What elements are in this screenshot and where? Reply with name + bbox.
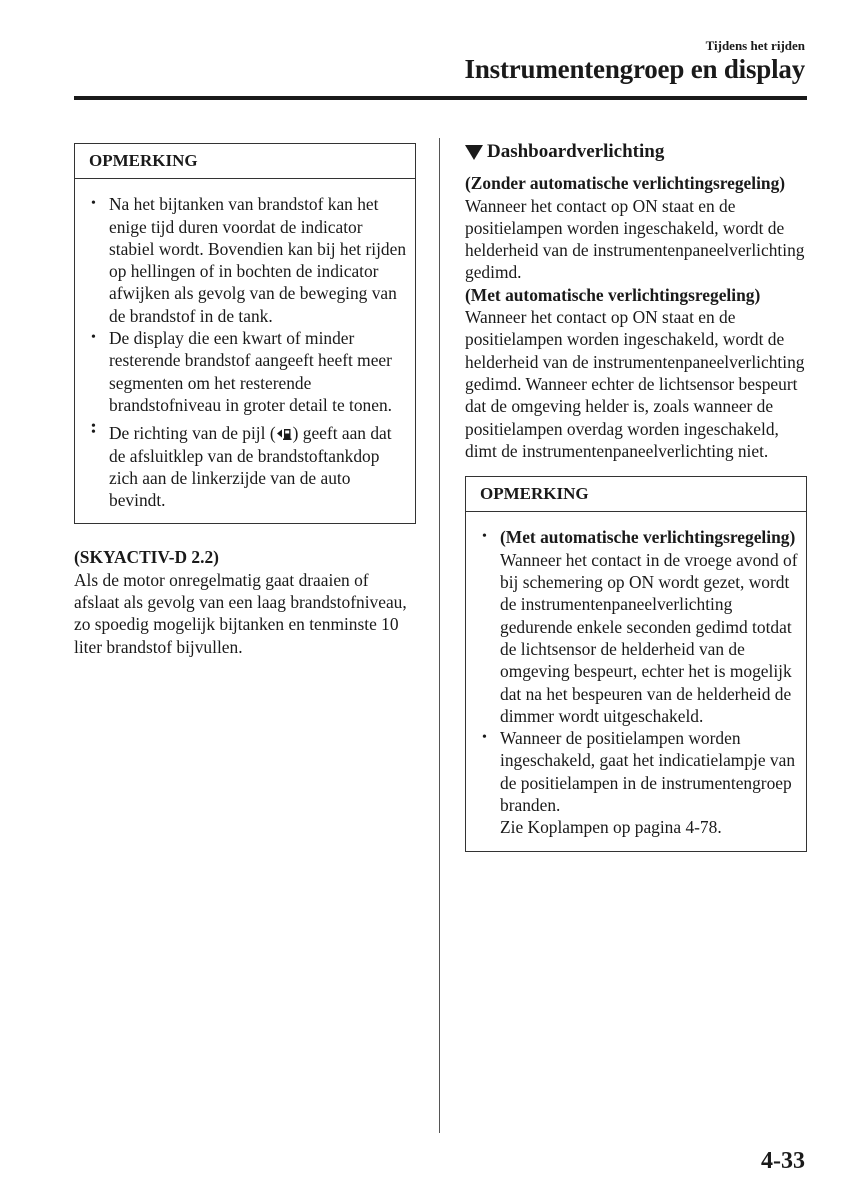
- note-list: [75, 179, 415, 523]
- note-bullet: • Na het bijtanken van brandstof kan het enige tijd duren voordat de indicator stabiel wordt. Bovendien kan bij het rijden op hellingen of in bochten de indicator afwijken als gevolg van de beweging van de brandstof in de tank.: [89, 193, 409, 327]
- skyactiv-heading: (SKYACTIV-D 2.2): [74, 547, 219, 568]
- section-heading: [465, 141, 807, 163]
- fuel-door-arrow-icon: [276, 426, 293, 441]
- without-auto-text: Wanneer het contact op ON staat en de positielampen worden ingeschakeld, wordt de helderheid van de instrumentenpaneelverlichting gedimd.: [465, 195, 805, 283]
- note-bullet: [480, 526, 800, 727]
- skyactiv-text: Als de motor onregelmatig gaat draaien of afslaat als gevolg van een laag brandstofniveau, zo spoedig mogelijk bijtanken en tenminste 10 liter brandstof bijvullen.: [74, 569, 407, 657]
- left-column: [74, 143, 416, 658]
- column-divider: [439, 138, 440, 1133]
- page-title: Instrumentengroep en display: [464, 54, 805, 84]
- note-bullet-text: Wanneer het contact in de vroege avond of bij schemering op ON wordt gezet, wordt de instrumentenpaneelverlichting gedurende enkele seconden gedimd totdat de lichtsensor de helderheid van de omgeving bespeurt, echter het is mogelijk dat na het bespeuren van de helderheid de dimmer wordt uitgeschakeld.: [500, 549, 798, 726]
- note-bullet-text: De richting van de pijl (: [109, 423, 276, 444]
- without-auto-heading: (Zonder automatische verlichtingsregeling): [465, 173, 786, 194]
- note-heading: OPMERKING: [466, 477, 806, 512]
- right-column: [465, 141, 807, 852]
- note-box-fuel: [74, 143, 416, 524]
- triangle-marker-icon: [465, 145, 483, 160]
- note-bullet-heading: • (Met automatische verlichtingsregeling): [500, 527, 796, 548]
- note-heading: OPMERKING: [75, 144, 415, 179]
- with-auto-text: Wanneer het contact op ON staat en de positielampen worden ingeschakeld, wordt de helderheid van de instrumentenpaneelverlichting gedimd. Wanneer echter de lichtsensor bespeurt dat de omgeving helder is, zoals wanneer de positielampen overdag worden ingeschakeld, dimt de instrumentenpaneelverlichting niet.: [465, 307, 805, 461]
- section-heading-text: Dashboardverlichting: [487, 141, 665, 162]
- note-box-lighting: [465, 476, 807, 851]
- note-bullet: [480, 727, 800, 838]
- page-reference: Zie Koplampen op pagina 4-78.: [500, 817, 722, 838]
- note-list: [466, 512, 806, 850]
- note-bullet: [89, 422, 409, 511]
- header-rule: [74, 96, 807, 100]
- note-bullet: • De display die een kwart of minder resterende brandstof aangeeft heeft meer segmenten om het resterende brandstofniveau in groter detail te tonen.: [89, 327, 409, 416]
- note-bullet-text: ) geeft aan dat de afsluitklep van de brandstoftankdop zich aan de linkerzijde van de auto bevindt.: [109, 423, 392, 511]
- page-number: 4-33: [761, 1148, 805, 1174]
- note-bullet-text: • Wanneer de positielampen worden ingeschakeld, gaat het indicatielampje van de positielampen in de instrumentengroep branden.: [500, 728, 796, 816]
- section-label: Tijdens het rijden: [705, 38, 805, 53]
- with-auto-heading: (Met automatische verlichtingsregeling): [465, 284, 761, 305]
